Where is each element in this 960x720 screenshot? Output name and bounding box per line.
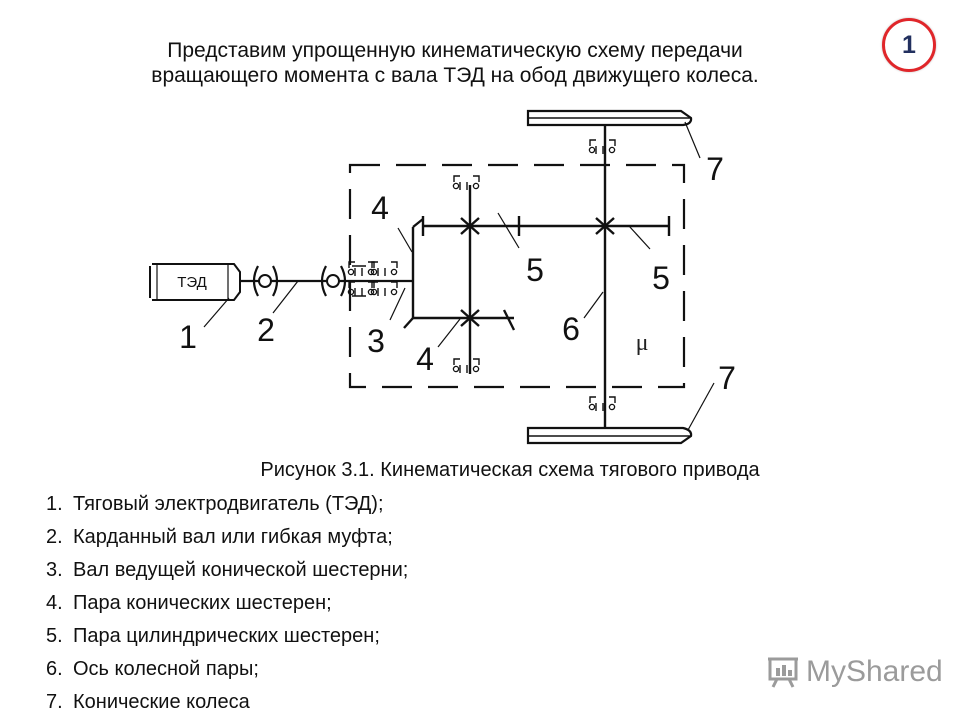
slide-number-badge: 1 [882,18,936,72]
callout-4-top: 4 [371,190,389,226]
legend-item-number: 2. [46,526,63,548]
traction-motor [150,264,240,300]
legend-item-text: Тяговый электродвигатель (ТЭД); [73,493,384,515]
wheel-axle [589,126,615,428]
callout-5-left: 5 [526,252,544,288]
legend-item-text: Вал ведущей конической шестерни; [73,559,409,581]
legend-item [46,621,408,654]
callout-2: 2 [257,312,275,348]
legend-item-number: 1. [46,493,63,515]
legend-item [46,555,408,588]
mu-symbol: μ [635,330,649,356]
intro-line-1: Представим упрощенную кинематическую схему передачи [167,39,743,62]
intermediate-shaft [453,176,479,374]
legend-item-text: Конические колеса [73,691,250,713]
figure-caption: Рисунок 3.1. Кинематическая схема тягового привода [260,459,760,481]
callout-4-bottom: 4 [416,341,434,377]
input-shaft-bearings [348,262,397,296]
bevel-pinion [413,219,423,318]
intro-line-2: вращающего момента с вала ТЭД на обод движущего колеса. [151,64,759,87]
legend-item [46,489,408,522]
legend-list [46,489,408,720]
callout-6: 6 [562,311,580,347]
callout-1: 1 [179,319,197,355]
presentation-board-icon [766,656,800,688]
callout-7-bottom: 7 [718,360,736,396]
legend-item-number: 3. [46,559,63,581]
legend-item-number: 4. [46,592,63,614]
legend-item-number: 6. [46,658,63,680]
legend-item-text: Карданный вал или гибкая муфта; [73,526,393,548]
callout-7-top: 7 [706,151,724,187]
legend-item-number: 5. [46,625,63,647]
callout-5-right: 5 [652,260,670,296]
spur-gear-pair [423,216,669,236]
leader-lines [204,122,714,430]
wheel-top [528,111,691,125]
callout-3: 3 [367,323,385,359]
watermark-text: MyShared [806,655,943,688]
legend-item-text: Ось колесной пары; [73,658,259,680]
legend-item [46,522,408,555]
legend-item [46,588,408,621]
legend-item [46,687,408,720]
motor-label: ТЭД [177,274,207,291]
legend-item [46,654,408,687]
legend-item-text: Пара конических шестерен; [73,592,332,614]
legend-item-number: 7. [46,691,63,713]
cardan-shaft [240,266,413,296]
legend-item-text: Пара цилиндрических шестерен; [73,625,380,647]
myshared-watermark [766,655,943,689]
gear-housing-outline [350,165,684,387]
wheel-bottom [528,428,691,443]
